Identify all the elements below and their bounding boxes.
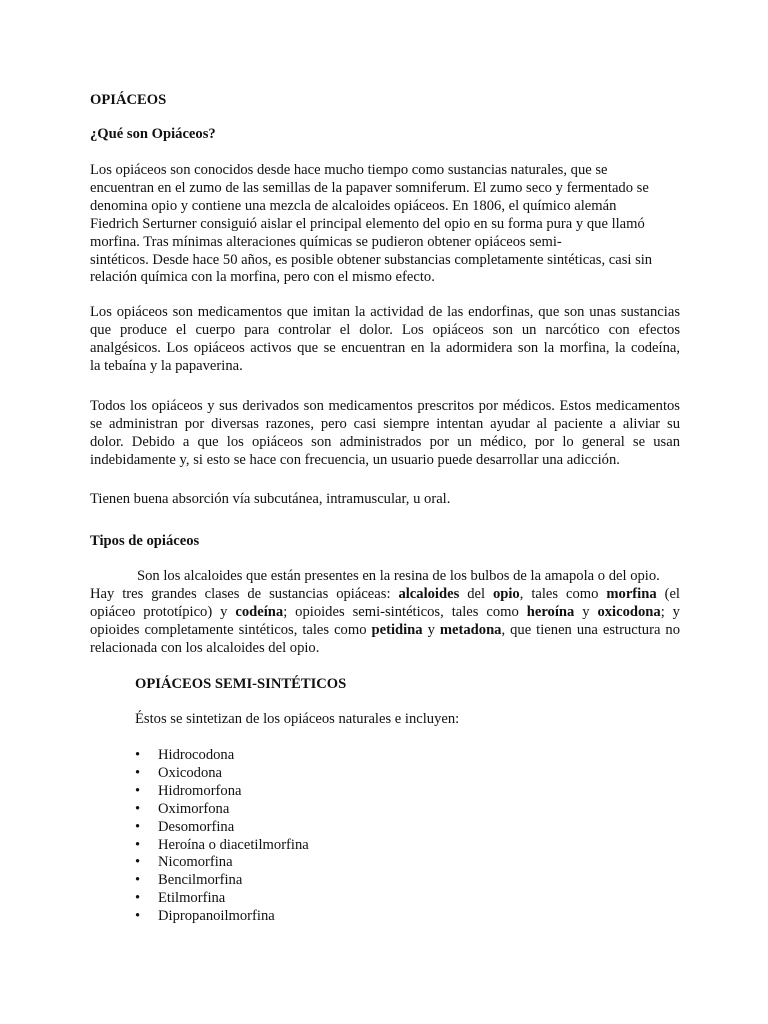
bullet-icon: • xyxy=(135,747,141,763)
list-item: • Oximorfona xyxy=(135,800,230,817)
paragraph-absorcion: Tienen buena absorción vía subcutánea, intramuscular, u oral. xyxy=(90,491,451,507)
semi-sinteticos-list xyxy=(135,747,309,926)
paragraph-line: la tebaína y la papaverina. xyxy=(90,357,243,374)
document-subtitle: ¿Qué son Opiáceos? xyxy=(90,126,216,142)
list-item: • Hidrocodona xyxy=(135,747,235,763)
paragraph-endorfinas xyxy=(90,304,680,376)
bullet-icon: • xyxy=(135,836,141,853)
paragraph-line: Fiedrich Serturner consiguió aislar el principal elemento del opio en su forma pura y que llamó xyxy=(90,215,645,232)
bullet-icon: • xyxy=(135,800,141,817)
list-item: • Oxicodona xyxy=(135,764,223,781)
paragraph-line: analgésicos. Los opiáceos activos que se encuentran en la adormidera son la morfina, la codeína, xyxy=(90,339,680,356)
bullet-icon: • xyxy=(135,890,141,907)
paragraph-line: Todos los opiáceos y sus derivados son medicamentos prescritos por médicos. Estos medicamentos xyxy=(90,398,680,414)
list-item: • Heroína o diacetilmorfina xyxy=(135,836,309,853)
paragraph-tipos xyxy=(90,568,680,658)
paragraph-line: Hay tres grandes clases de sustancias opiáceas: alcaloides del opio, tales como morfina (el xyxy=(90,585,680,602)
paragraph-intro xyxy=(90,162,680,287)
section-heading-semi-sinteticos: OPIÁCEOS SEMI-SINTÉTICOS xyxy=(135,676,347,692)
bullet-icon: • xyxy=(135,854,141,871)
paragraph-line: indebidamente y, si esto se hace con frecuencia, un usuario puede desarrollar una adicción. xyxy=(90,451,620,468)
list-item: • Bencilmorfina xyxy=(135,872,243,889)
document-title: OPIÁCEOS xyxy=(90,92,167,108)
paragraph-line: Los opiáceos son conocidos desde hace mucho tiempo como sustancias naturales, que se xyxy=(90,162,608,178)
document-page xyxy=(90,0,680,1024)
semi-sinteticos-intro: Éstos se sintetizan de los opiáceos naturales e incluyen: xyxy=(135,711,460,727)
paragraph-medicamentos xyxy=(90,398,680,470)
paragraph-line: Son los alcaloides que están presentes en la resina de los bulbos de la amapola o del opio. xyxy=(137,568,660,584)
paragraph-line: morfina. Tras mínimas alteraciones químicas se pudieron obtener opiáceos semi- xyxy=(90,233,562,250)
list-item: • Dipropanoilmorfina xyxy=(135,908,275,925)
paragraph-line: Los opiáceos son medicamentos que imitan la actividad de las endorfinas, que son unas sustancias xyxy=(90,304,680,320)
bullet-icon: • xyxy=(135,764,141,781)
paragraph-line: sintéticos. Desde hace 50 años, es posible obtener substancias completamente sintéticas, casi sin xyxy=(90,251,653,268)
bullet-icon: • xyxy=(135,872,141,889)
list-item: • Hidromorfona xyxy=(135,782,242,799)
bullet-icon: • xyxy=(135,908,141,925)
paragraph-line: relación química con la morfina, pero con el mismo efecto. xyxy=(90,269,435,286)
paragraph-line: denomina opio y contiene una mezcla de alcaloides opiáceos. En 1806, el químico alemán xyxy=(90,197,617,214)
paragraph-line: opioides completamente sintéticos, tales como petidina y metadona, que tienen una estructura no xyxy=(90,621,681,638)
paragraph-line: se administran por diversas razones, pero casi siempre intentan ayudar al paciente a aliviar su xyxy=(90,415,680,432)
list-item: • Nicomorfina xyxy=(135,854,233,871)
list-item: • Desomorfina xyxy=(135,818,235,835)
list-item: • Etilmorfina xyxy=(135,890,226,907)
paragraph-line: que produce el cuerpo para controlar el dolor. Los opiáceos son un narcótico con efectos xyxy=(90,321,680,338)
paragraph-line: dolor. Debido a que los opiáceos son administrados por un médico, por lo general se usan xyxy=(90,433,680,450)
paragraph-line: relacionada con los alcaloides del opio. xyxy=(90,639,320,656)
bullet-icon: • xyxy=(135,818,141,835)
bullet-icon: • xyxy=(135,782,141,799)
paragraph-line: opiáceo prototípico) y codeína; opioides semi-sintéticos, tales como heroína y oxicodona; y xyxy=(90,603,680,620)
section-heading-tipos: Tipos de opiáceos xyxy=(90,533,200,549)
paragraph-line: encuentran en el zumo de las semillas de la papaver somniferum. El zumo seco y fermentado se xyxy=(90,179,649,196)
